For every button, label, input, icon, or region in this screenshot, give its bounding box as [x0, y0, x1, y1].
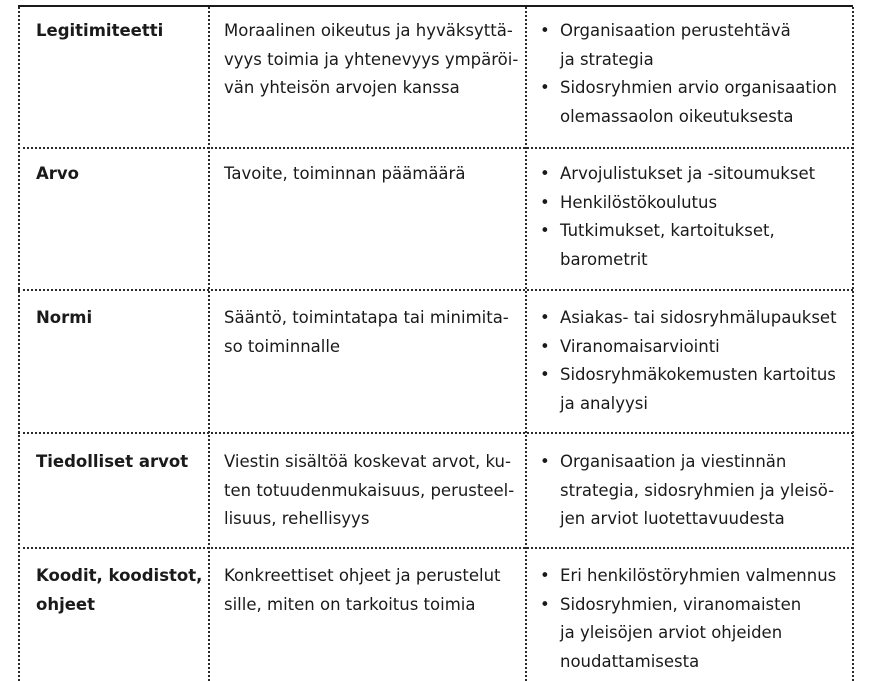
list-item-text: • Arvojulistukset ja -sitoumukset — [560, 164, 816, 183]
term-text: Koodit, koodistot, — [36, 566, 203, 585]
list-item — [540, 17, 837, 74]
description-cell — [224, 160, 465, 189]
description-text: Viestin sisältöä koskevat arvot, ku- — [224, 452, 511, 471]
description-text: ten totuudenmukaisuus, perusteel- — [224, 480, 515, 500]
list-item-text: jen arviot luotettavuudesta — [560, 509, 785, 529]
list-item-text: • Sidosryhmien arvio organisaation — [560, 78, 837, 98]
list-item-text: • Sidosryhmien, viranomaisten — [560, 594, 802, 614]
examples-list — [540, 304, 837, 419]
description-cell — [224, 304, 509, 361]
list-item-text: noudattamisesta — [560, 652, 700, 672]
description-text: Sääntö, toimintatapa tai minimita- — [224, 308, 509, 327]
description-text: vyys toimia ja yhtenevyys ympäröi- — [224, 49, 519, 69]
list-item — [540, 361, 837, 418]
description-text: Moraalinen oikeutus ja hyväksyttä- — [224, 21, 513, 40]
list-item-text: ja strategia — [560, 49, 654, 69]
term-text: Tiedolliset arvot — [36, 452, 189, 471]
list-item-text: barometrit — [560, 250, 648, 270]
description-text: vän yhteisön arvojen kanssa — [224, 78, 460, 98]
list-item — [540, 562, 836, 591]
list-item — [540, 333, 837, 362]
column-divider-left — [18, 7, 20, 681]
list-item-text: strategia, sidosryhmien ja yleisö- — [560, 480, 835, 500]
description-cell — [224, 562, 501, 619]
list-item-text: • Organisaation ja viestinnän — [560, 452, 787, 471]
description-text: sille, miten on tarkoitus toimia — [224, 594, 476, 614]
term-cell — [36, 160, 79, 189]
description-text: lisuus, rehellisyys — [224, 509, 370, 529]
term-cell — [36, 562, 202, 619]
list-item-text: • Viranomaisarviointi — [560, 336, 720, 356]
term-cell — [36, 17, 163, 46]
term-cell — [36, 448, 188, 477]
list-item-text: ja analyysi — [560, 394, 648, 414]
list-item — [540, 160, 815, 189]
list-item-text: • Organisaation perustehtävä — [560, 21, 791, 40]
term-text: Normi — [36, 308, 93, 327]
term-text: Arvo — [36, 164, 79, 183]
column-divider-1 — [208, 7, 210, 681]
list-item-text: • Asiakas- tai sidosryhmälupaukset — [560, 308, 837, 327]
list-item — [540, 448, 834, 534]
description-text: Konkreettiset ohjeet ja perustelut — [224, 566, 501, 585]
description-cell — [224, 448, 514, 534]
examples-list — [540, 448, 834, 534]
list-item-text: • Henkilöstökoulutus — [560, 192, 718, 212]
term-text: Legitimiteetti — [36, 21, 164, 40]
description-text: Tavoite, toiminnan päämäärä — [224, 164, 466, 183]
examples-list — [540, 562, 836, 677]
list-item-text: • Sidosryhmäkokemusten kartoitus — [560, 365, 836, 385]
row-divider-2 — [18, 289, 853, 291]
list-item — [540, 189, 815, 218]
description-cell — [224, 17, 518, 103]
list-item-text: • Eri henkilöstöryhmien valmennus — [560, 566, 837, 585]
list-item-text: • Tutkimukset, kartoitukset, — [560, 221, 775, 241]
row-divider-1 — [18, 147, 853, 149]
row-divider-4 — [18, 547, 853, 549]
list-item-text: olemassaolon oikeutuksesta — [560, 107, 794, 127]
row-divider-3 — [18, 432, 853, 434]
description-text: so toiminnalle — [224, 336, 341, 356]
column-divider-2 — [525, 7, 527, 681]
list-item — [540, 74, 837, 131]
list-item-text: ja yleisöjen arviot ohjeiden — [560, 623, 783, 643]
term-text: ohjeet — [36, 594, 96, 614]
table-top-rule — [18, 5, 853, 7]
examples-list — [540, 160, 815, 275]
list-item — [540, 304, 837, 333]
list-item — [540, 217, 815, 274]
column-divider-right — [852, 7, 854, 681]
list-item — [540, 591, 836, 677]
term-cell — [36, 304, 92, 333]
examples-list — [540, 17, 837, 132]
